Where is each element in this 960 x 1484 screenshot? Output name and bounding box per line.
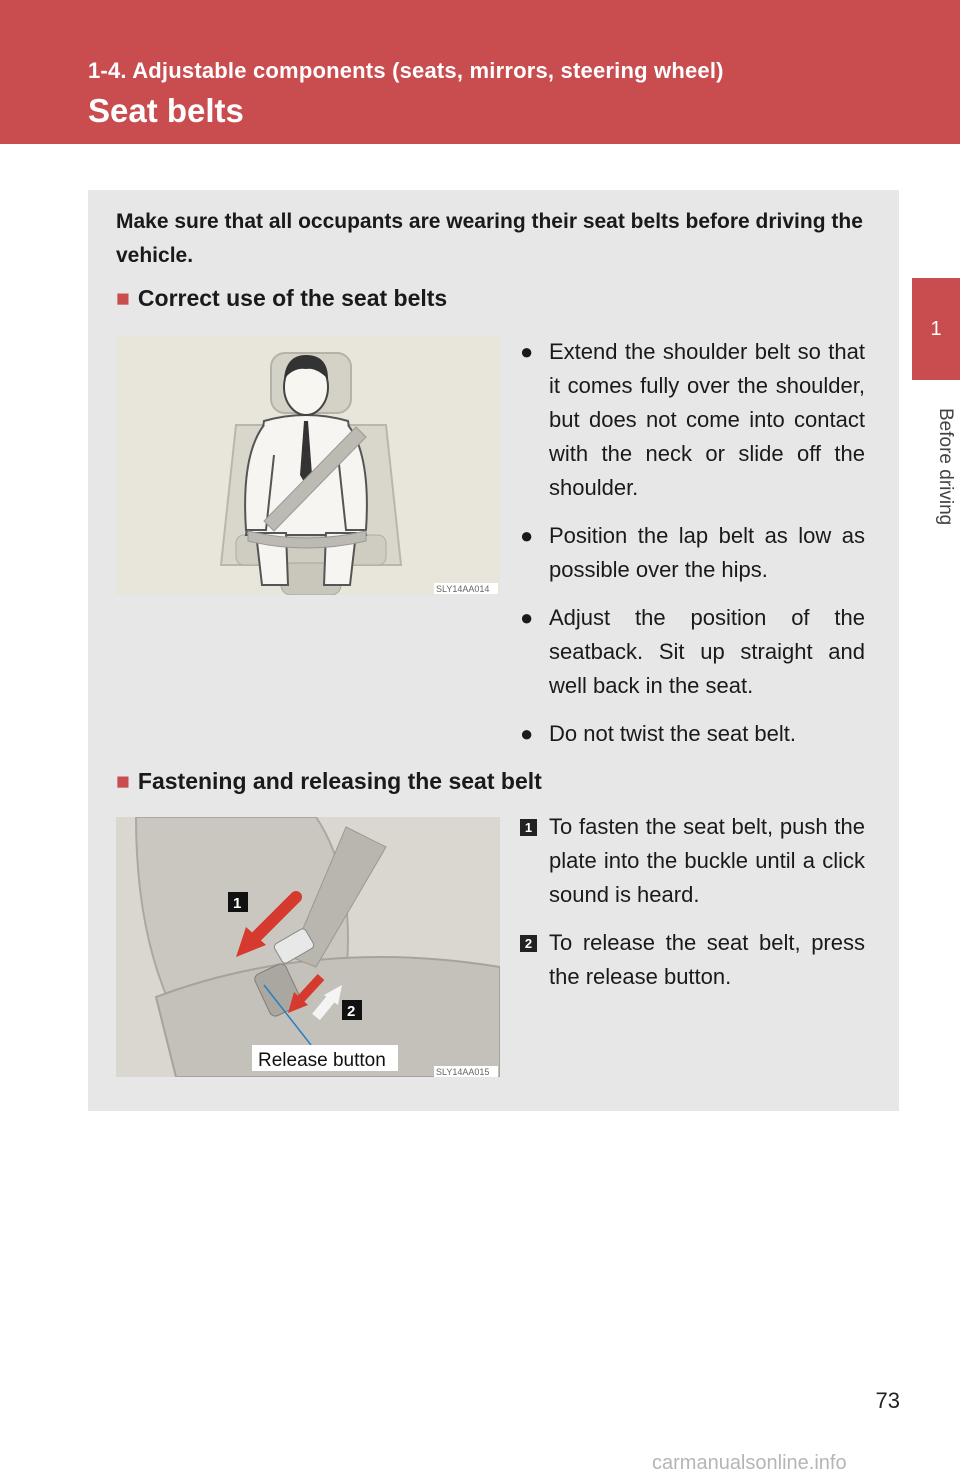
bullet-text: Position the lap belt as low as possible over the hips. xyxy=(549,523,865,582)
page-number: 73 xyxy=(875,1388,900,1413)
step-item xyxy=(520,810,865,912)
page-title: Seat belts xyxy=(88,92,244,129)
figure-code: SLY14AA015 xyxy=(436,1067,490,1077)
step-text: To fasten the seat belt, push the plate into the buckle until a click sound is heard. xyxy=(549,814,865,907)
round-bullet-icon: ● xyxy=(520,721,534,746)
square-bullet-icon: ■ xyxy=(116,768,130,794)
bullet-text: Adjust the position of the seatback. Sit up straight and well back in the seat. xyxy=(549,605,865,698)
buckle-drawing xyxy=(116,817,500,1077)
round-bullet-icon: ● xyxy=(520,339,534,364)
chapter-tab[interactable] xyxy=(912,278,960,380)
bullet-item xyxy=(520,717,865,751)
buckle-illustration xyxy=(116,817,500,1077)
bullet-text: Extend the shoulder belt so that it comes fully over the shoulder, but does not come into contact with the neck or slide off the shoulder. xyxy=(549,339,865,500)
round-bullet-icon: ● xyxy=(520,605,534,630)
step-item xyxy=(520,926,865,994)
step-label-2: 2 xyxy=(347,1003,356,1020)
step-list-fastening xyxy=(520,810,865,1008)
bullet-item xyxy=(520,335,865,505)
section-heading-correct-use xyxy=(116,285,447,312)
figure-code: SLY14AA014 xyxy=(436,584,490,594)
section-breadcrumb: 1-4. Adjustable components (seats, mirrors, steering wheel) xyxy=(88,58,724,83)
step-2-marker-icon: 2 xyxy=(520,935,537,952)
step-1-marker-icon: 1 xyxy=(520,819,537,836)
square-bullet-icon: ■ xyxy=(116,285,130,311)
bullet-item xyxy=(520,519,865,587)
bullet-item xyxy=(520,601,865,703)
step-text: To release the seat belt, press the release button. xyxy=(549,930,865,989)
watermark-text: carmanualsonline.info xyxy=(652,1452,847,1474)
section-heading-fastening xyxy=(116,768,542,795)
chapter-number: 1 xyxy=(930,317,942,340)
seated-person-drawing xyxy=(116,335,500,595)
round-bullet-icon: ● xyxy=(520,523,534,548)
release-button-callout: Release button xyxy=(258,1050,386,1071)
step-label-1: 1 xyxy=(233,895,242,912)
seated-person-illustration xyxy=(116,335,500,595)
section-heading-label: Correct use of the seat belts xyxy=(137,285,448,311)
page-header xyxy=(0,0,960,144)
section-heading-label: Fastening and releasing the seat belt xyxy=(137,768,542,794)
chapter-label: Before driving xyxy=(935,408,956,526)
bullet-list-correct-use xyxy=(520,335,865,765)
bullet-text: Do not twist the seat belt. xyxy=(549,721,797,746)
intro-text: Make sure that all occupants are wearing their seat belts before driving the vehicle. xyxy=(116,210,863,267)
